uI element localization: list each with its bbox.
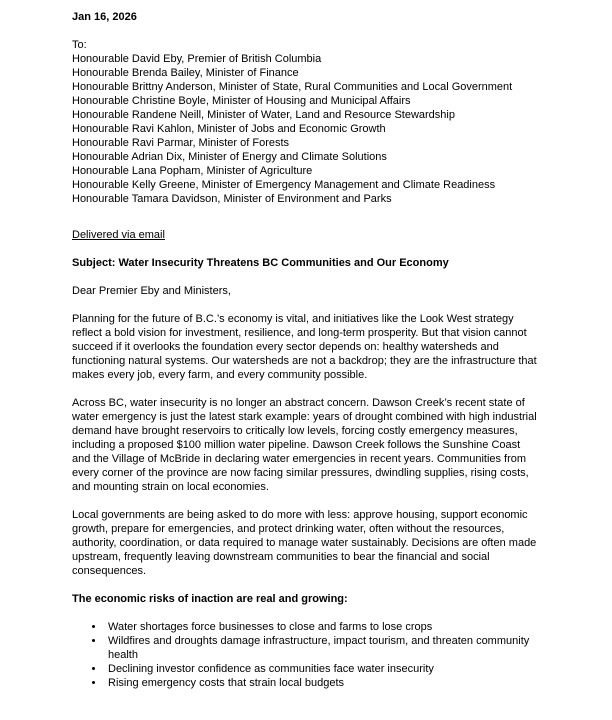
risk-item: • Wildfires and droughts damage infrastructure, impact tourism, and threaten community health — [105, 634, 540, 662]
recipient-list — [72, 38, 540, 206]
body-paragraph: Local governments are being asked to do more with less: approve housing, support economic growth, prepare for emergencies, and protect drinking water, often without the resources, authority, coordination, or data required to manage water sustainably. Decisions are often made upstream, frequently leaving downstream communities to bear the financial and social consequences. — [72, 509, 537, 577]
recipient-line: Honourable Brenda Bailey, Minister of Finance — [72, 67, 299, 79]
recipient-line: Honourable Ravi Kahlon, Minister of Jobs and Economic Growth — [72, 123, 386, 135]
recipient-line: Honourable Kelly Greene, Minister of Emergency Management and Climate Readiness — [72, 179, 496, 191]
subject-line: Subject: Water Insecurity Threatens BC Communities and Our Economy — [72, 257, 449, 269]
recipient-line: Honourable Randene Neill, Minister of Water, Land and Resource Stewardship — [72, 109, 455, 121]
recipient-line: Honourable Adrian Dix, Minister of Energy and Climate Solutions — [72, 151, 387, 163]
delivery-note: Delivered via email — [72, 229, 165, 241]
recipient-line: Honourable Brittny Anderson, Minister of State, Rural Communities and Local Government — [72, 81, 513, 93]
recipient-line: Honourable Tamara Davidson, Minister of Environment and Parks — [72, 193, 392, 205]
risk-item: • Rising emergency costs that strain local budgets — [105, 676, 540, 690]
recipient-line: Honourable Ravi Parmar, Minister of Forests — [72, 137, 290, 149]
to-label: To: — [72, 39, 87, 51]
body-paragraph: Across BC, water insecurity is no longer an abstract concern. Dawson Creek’s recent state of water emergency is just the latest stark example: years of drought combined with high industrial demand have brought reservoirs to critically low levels, forcing costly emergency measures, including a proposed $100 million water pipeline. Dawson Creek follows the Sunshine Coast and the Village of McBride in declaring water emergencies in recent years. Communities from every corner of the province are now facing similar pressures, dwindling supplies, rising costs, and mounting strain on local economies. — [72, 397, 537, 493]
recipient-line: Honourable Lana Popham, Minister of Agriculture — [72, 165, 313, 177]
risks-heading: The economic risks of inaction are real and growing: — [72, 593, 348, 605]
recipient-line: Honourable Christine Boyle, Minister of Housing and Municipal Affairs — [72, 95, 411, 107]
salutation: Dear Premier Eby and Ministers, — [72, 285, 231, 297]
recipient-line: Honourable David Eby, Premier of British Columbia — [72, 53, 322, 65]
risk-item: • Water shortages force businesses to close and farms to lose crops — [105, 620, 540, 634]
body-paragraph: Planning for the future of B.C.’s economy is vital, and initiatives like the Look West strategy reflect a bold vision for investment, resilience, and long-term prosperity. But that vision cannot succeed if it overlooks the foundation every sector depends on: healthy watersheds and functioning natural systems. Our watersheds are not a backdrop; they are the infrastructure that makes every job, every farm, and every community possible. — [72, 313, 537, 381]
risks-list — [72, 620, 540, 690]
letter-date: Jan 16, 2026 — [72, 11, 137, 23]
risk-item: • Declining investor confidence as communities face water insecurity — [105, 662, 540, 676]
